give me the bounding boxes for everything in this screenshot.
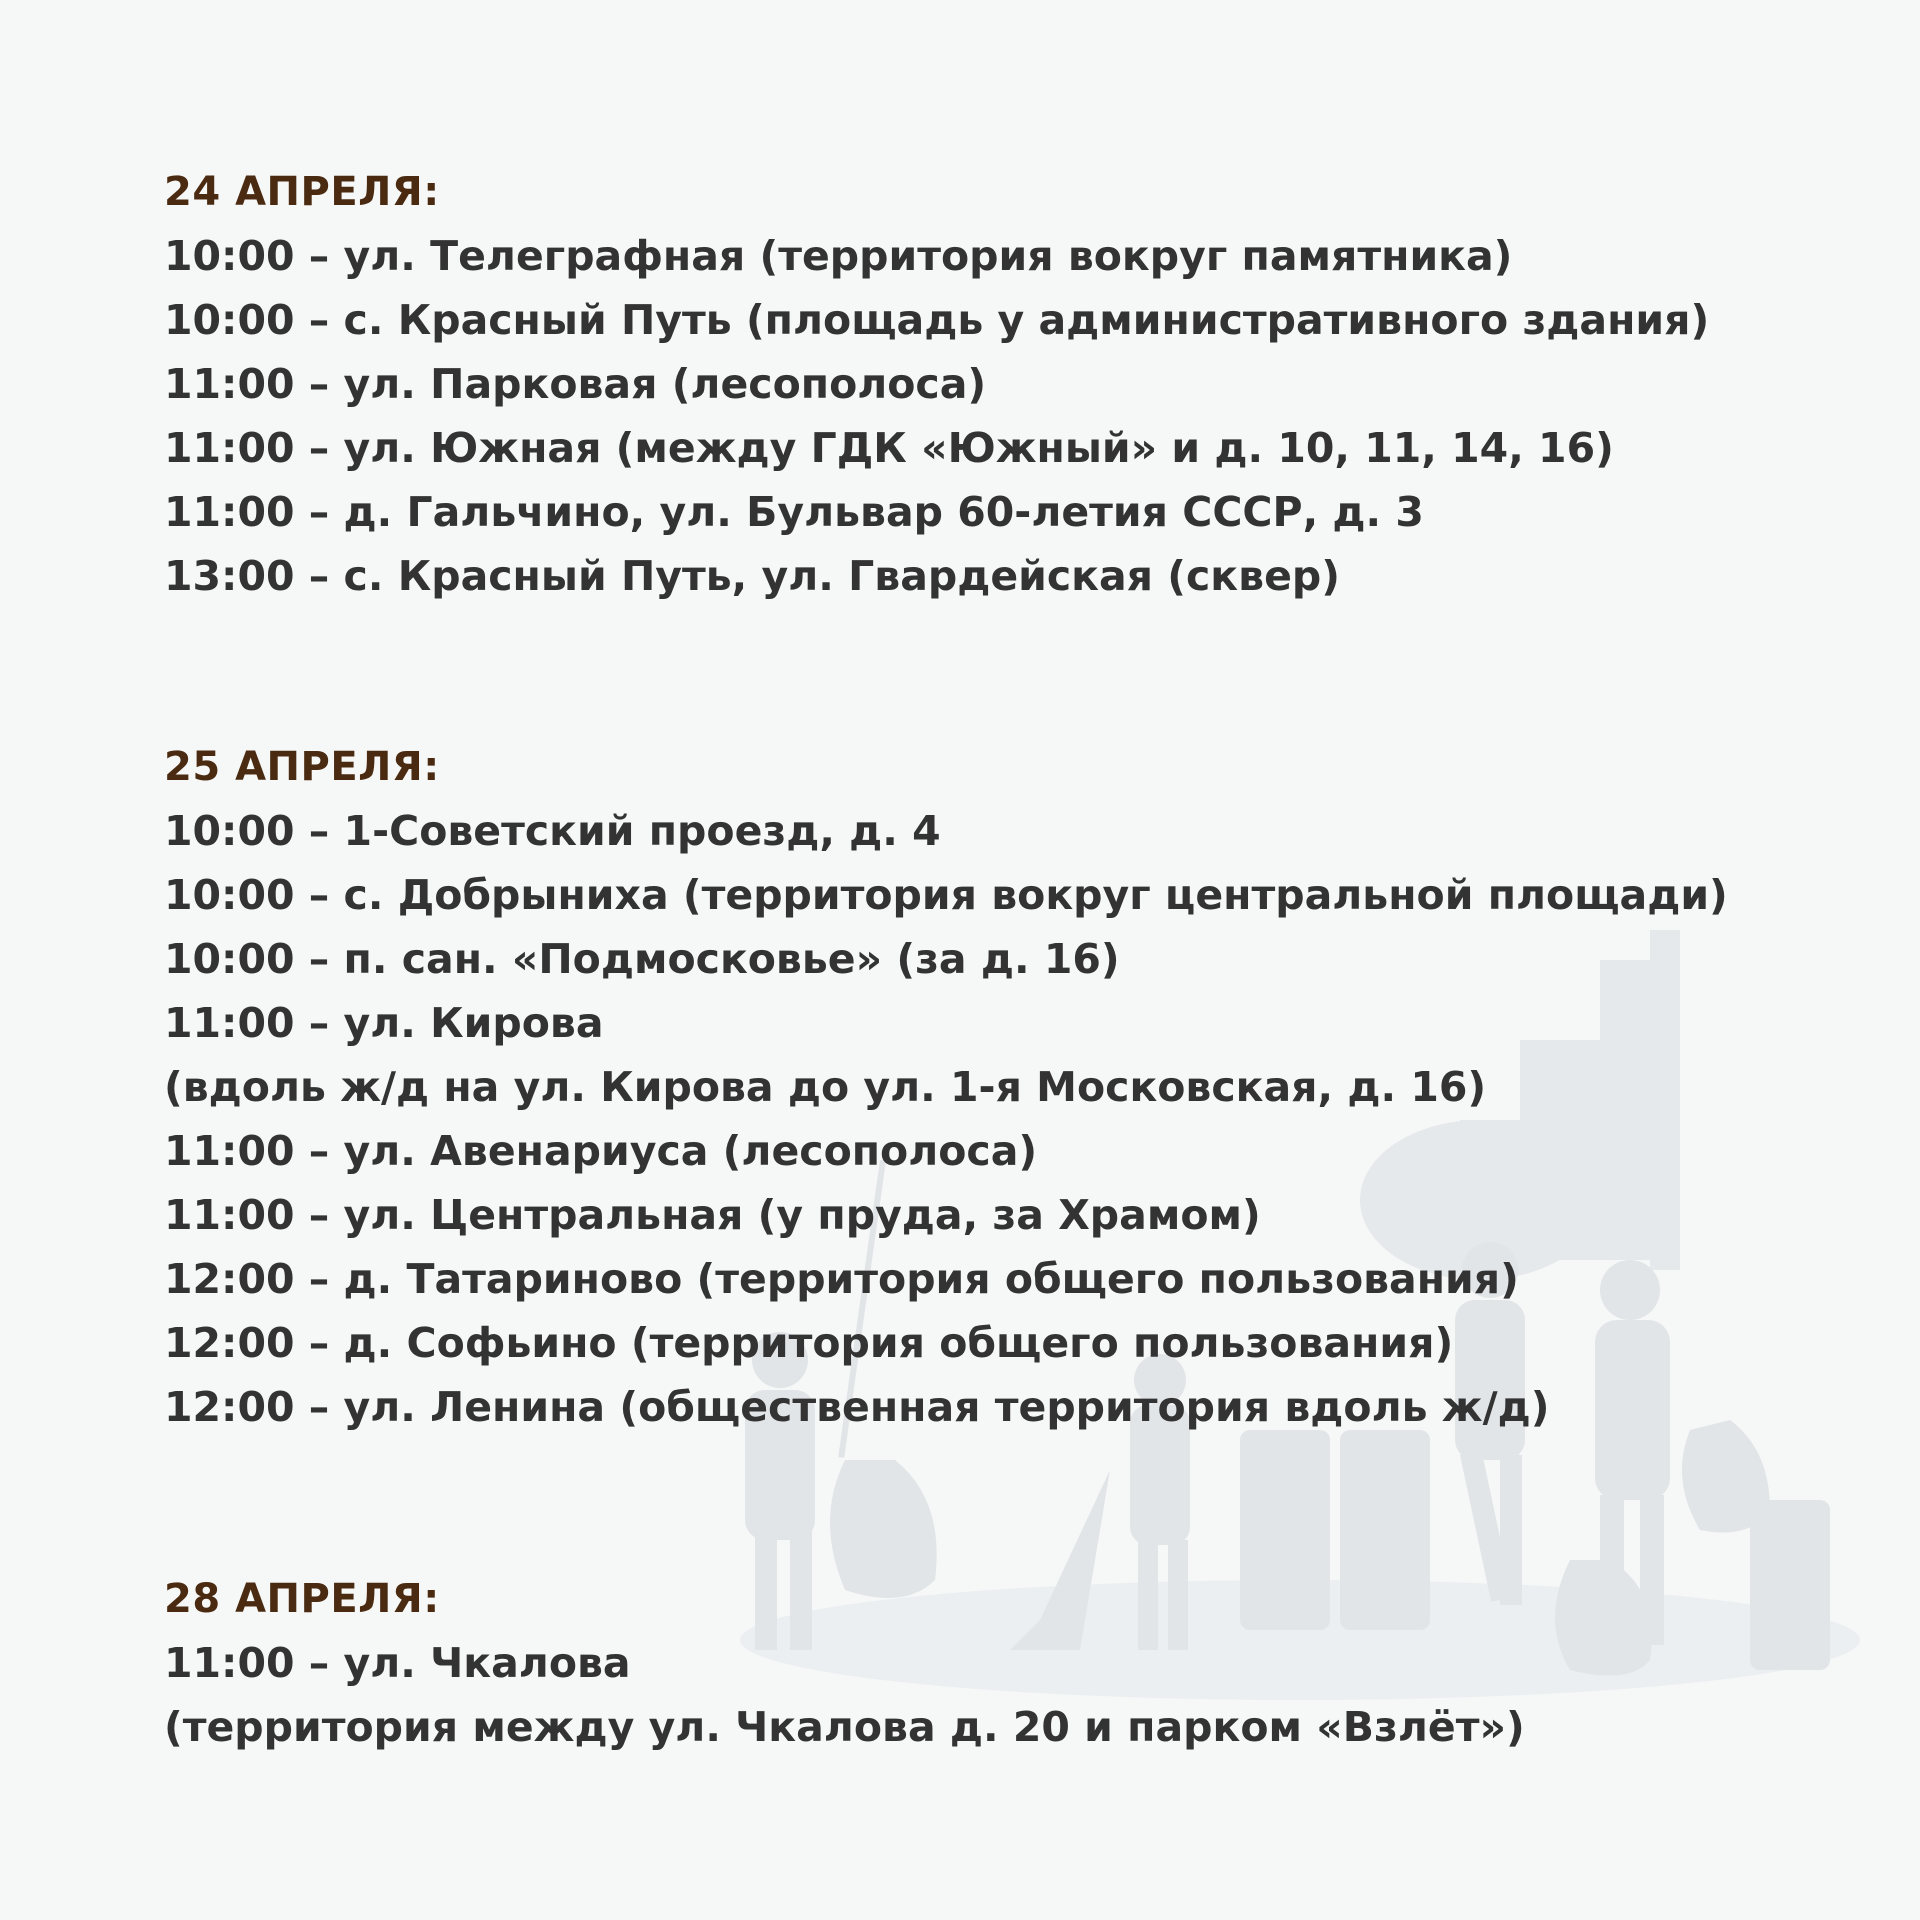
schedule-entry: 10:00 – п. сан. «Подмосковье» (за д. 16) <box>164 935 1120 983</box>
day-block-24-april <box>164 160 1709 608</box>
schedule-entry: 10:00 – ул. Телеграфная (территория вокруг памятника) <box>164 232 1513 280</box>
schedule-entry: (территория между ул. Чкалова д. 20 и парком «Взлёт») <box>164 1703 1525 1751</box>
schedule-entry: 11:00 – д. Гальчино, ул. Бульвар 60-летия СССР, д. 3 <box>164 488 1424 536</box>
day-block-25-april <box>164 735 1728 1439</box>
schedule-entry: 11:00 – ул. Чкалова <box>164 1639 631 1687</box>
schedule-entry: 12:00 – ул. Ленина (общественная территория вдоль ж/д) <box>164 1383 1550 1431</box>
day-block-28-april <box>164 1567 1525 1759</box>
schedule-entry: 12:00 – д. Софьино (территория общего пользования) <box>164 1319 1454 1367</box>
day-heading: 28 АПРЕЛЯ: <box>164 1576 440 1622</box>
schedule-entry: 10:00 – 1-Советский проезд, д. 4 <box>164 807 941 855</box>
schedule-entry: 11:00 – ул. Авенариуса (лесополоса) <box>164 1127 1038 1175</box>
schedule-entry: 11:00 – ул. Южная (между ГДК «Южный» и д. 10, 11, 14, 16) <box>164 424 1614 472</box>
schedule-entry: 10:00 – с. Добрыниха (территория вокруг центральной площади) <box>164 871 1728 919</box>
day-heading: 25 АПРЕЛЯ: <box>164 744 440 790</box>
schedule-entry: (вдоль ж/д на ул. Кирова до ул. 1-я Московская, д. 16) <box>164 1063 1487 1111</box>
schedule-entry: 11:00 – ул. Парковая (лесополоса) <box>164 360 987 408</box>
schedule-entry: 13:00 – с. Красный Путь, ул. Гвардейская (сквер) <box>164 552 1340 600</box>
schedule-entry: 12:00 – д. Татариново (территория общего пользования) <box>164 1255 1519 1303</box>
schedule-entry: 11:00 – ул. Центральная (у пруда, за Храмом) <box>164 1191 1261 1239</box>
day-heading: 24 АПРЕЛЯ: <box>164 169 440 215</box>
schedule-entry: 10:00 – с. Красный Путь (площадь у административного здания) <box>164 296 1710 344</box>
schedule-entry: 11:00 – ул. Кирова <box>164 999 604 1047</box>
